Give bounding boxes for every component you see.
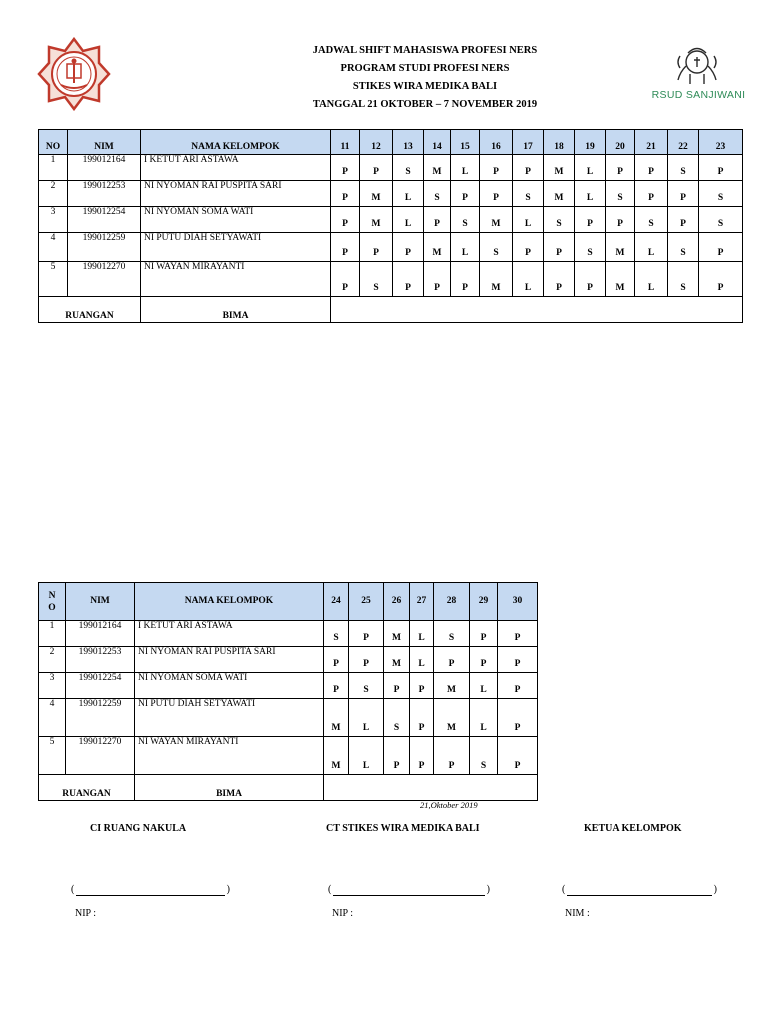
shift-cell: P bbox=[544, 262, 575, 297]
day-header: 29 bbox=[470, 583, 498, 621]
day-header: 20 bbox=[606, 130, 635, 155]
row-number: 5 bbox=[39, 262, 68, 297]
shift-cell: L bbox=[410, 621, 434, 647]
shift-cell: P bbox=[393, 262, 424, 297]
shift-cell: L bbox=[513, 207, 544, 233]
student-nim: 199012164 bbox=[66, 621, 135, 647]
student-nim: 199012254 bbox=[68, 207, 141, 233]
shift-cell: P bbox=[424, 262, 451, 297]
header-program: PROGRAM STUDI PROFESI NERS bbox=[340, 63, 510, 74]
shift-cell: P bbox=[349, 647, 384, 673]
student-nim: 199012270 bbox=[68, 262, 141, 297]
shift-cell: P bbox=[384, 737, 410, 775]
student-nim: 199012259 bbox=[68, 233, 141, 262]
shift-cell: P bbox=[331, 207, 360, 233]
shift-cell: L bbox=[635, 233, 668, 262]
shift-cell: P bbox=[331, 181, 360, 207]
shift-cell: S bbox=[324, 621, 349, 647]
student-name: NI PUTU DIAH SETYAWATI bbox=[135, 699, 324, 737]
row-number: 2 bbox=[39, 181, 68, 207]
table-row bbox=[39, 207, 743, 233]
table-row bbox=[39, 262, 743, 297]
rsud-logo-text: RSUD SANJIWANI bbox=[651, 89, 746, 101]
day-header: 14 bbox=[424, 130, 451, 155]
shift-cell: P bbox=[470, 621, 498, 647]
signature-title-ct: CT STIKES WIRA MEDIKA BALI bbox=[326, 823, 480, 834]
student-nim: 199012254 bbox=[66, 673, 135, 699]
shift-cell: P bbox=[410, 699, 434, 737]
signature-id-ketua: NIM : bbox=[565, 908, 590, 919]
row-number: 3 bbox=[39, 673, 66, 699]
stikes-logo bbox=[37, 37, 111, 111]
shift-cell: P bbox=[360, 155, 393, 181]
shift-cell: S bbox=[668, 262, 699, 297]
shift-cell: P bbox=[606, 207, 635, 233]
header-no: N O bbox=[39, 583, 66, 621]
underline bbox=[76, 895, 225, 896]
header-nama: NAMA KELOMPOK bbox=[135, 583, 324, 621]
header-no: NO bbox=[39, 130, 68, 155]
shift-cell: S bbox=[384, 699, 410, 737]
student-name: NI WAYAN MIRAYANTI bbox=[141, 262, 331, 297]
day-header: 16 bbox=[480, 130, 513, 155]
table-row bbox=[39, 647, 538, 673]
paren-close: ) bbox=[713, 884, 717, 895]
shift-cell: P bbox=[635, 181, 668, 207]
shift-cell: M bbox=[324, 699, 349, 737]
student-nim: 199012253 bbox=[66, 647, 135, 673]
table-row bbox=[39, 621, 538, 647]
ruangan-empty bbox=[324, 775, 538, 801]
shift-cell: P bbox=[393, 233, 424, 262]
row-number: 3 bbox=[39, 207, 68, 233]
day-header: 30 bbox=[498, 583, 538, 621]
shift-cell: M bbox=[324, 737, 349, 775]
shift-cell: P bbox=[513, 155, 544, 181]
shift-cell: P bbox=[324, 647, 349, 673]
shift-cell: M bbox=[360, 181, 393, 207]
shift-cell: M bbox=[424, 155, 451, 181]
shift-cell: L bbox=[393, 207, 424, 233]
signature-title-ketua: KETUA KELOMPOK bbox=[584, 823, 682, 834]
row-number: 1 bbox=[39, 621, 66, 647]
shift-cell: P bbox=[635, 155, 668, 181]
shift-cell: M bbox=[606, 233, 635, 262]
shift-cell: P bbox=[544, 233, 575, 262]
header-nim: NIM bbox=[68, 130, 141, 155]
paren-open: ( bbox=[71, 884, 75, 895]
shift-cell: L bbox=[451, 233, 480, 262]
shift-cell: M bbox=[360, 207, 393, 233]
shift-cell: P bbox=[699, 155, 743, 181]
shift-cell: P bbox=[324, 673, 349, 699]
student-name: NI PUTU DIAH SETYAWATI bbox=[141, 233, 331, 262]
shift-cell: M bbox=[424, 233, 451, 262]
shift-cell: S bbox=[668, 233, 699, 262]
shift-cell: P bbox=[470, 647, 498, 673]
table-row bbox=[39, 155, 743, 181]
day-header: 22 bbox=[668, 130, 699, 155]
document-header bbox=[240, 42, 610, 114]
signature-id-ci: NIP : bbox=[75, 908, 97, 919]
shift-cell: L bbox=[349, 737, 384, 775]
shift-cell: L bbox=[349, 699, 384, 737]
shift-cell: P bbox=[410, 673, 434, 699]
shift-cell: P bbox=[451, 262, 480, 297]
ruangan-label: RUANGAN bbox=[39, 775, 135, 801]
shift-cell: P bbox=[699, 262, 743, 297]
shift-cell: L bbox=[575, 181, 606, 207]
shift-cell: S bbox=[480, 233, 513, 262]
shift-cell: S bbox=[393, 155, 424, 181]
signature-id-ct: NIP : bbox=[332, 908, 354, 919]
header-date-range: TANGGAL 21 OKTOBER – 7 NOVEMBER 2019 bbox=[312, 99, 538, 110]
underline bbox=[567, 895, 712, 896]
shift-cell: M bbox=[384, 647, 410, 673]
student-nim: 199012259 bbox=[66, 699, 135, 737]
day-header: 18 bbox=[544, 130, 575, 155]
shift-cell: S bbox=[451, 207, 480, 233]
shift-cell: S bbox=[575, 233, 606, 262]
shift-cell: P bbox=[424, 207, 451, 233]
shift-cell: S bbox=[470, 737, 498, 775]
day-header: 26 bbox=[384, 583, 410, 621]
day-header: 21 bbox=[635, 130, 668, 155]
header-institution: STIKES WIRA MEDIKA BALI bbox=[352, 81, 498, 92]
shift-cell: L bbox=[451, 155, 480, 181]
ruangan-value: BIMA bbox=[141, 297, 331, 323]
shift-table-1 bbox=[38, 129, 743, 323]
shift-cell: S bbox=[699, 207, 743, 233]
row-number: 4 bbox=[39, 699, 66, 737]
shift-cell: S bbox=[349, 673, 384, 699]
student-name: NI NYOMAN RAI PUSPITA SARI bbox=[135, 647, 324, 673]
shift-cell: S bbox=[434, 621, 470, 647]
student-nim: 199012164 bbox=[68, 155, 141, 181]
shift-cell: L bbox=[635, 262, 668, 297]
day-header: 11 bbox=[331, 130, 360, 155]
student-name: I KETUT ARI ASTAWA bbox=[135, 621, 324, 647]
header-title: JADWAL SHIFT MAHASISWA PROFESI NERS bbox=[312, 45, 538, 56]
shift-cell: L bbox=[513, 262, 544, 297]
shift-cell: P bbox=[349, 621, 384, 647]
day-header: 27 bbox=[410, 583, 434, 621]
shift-cell: S bbox=[424, 181, 451, 207]
student-name: I KETUT ARI ASTAWA bbox=[141, 155, 331, 181]
shift-cell: P bbox=[331, 233, 360, 262]
shift-cell: S bbox=[635, 207, 668, 233]
day-header: 19 bbox=[575, 130, 606, 155]
student-nim: 199012253 bbox=[68, 181, 141, 207]
table-row bbox=[39, 181, 743, 207]
shift-cell: P bbox=[451, 181, 480, 207]
day-header: 28 bbox=[434, 583, 470, 621]
shift-cell: S bbox=[513, 181, 544, 207]
shift-cell: P bbox=[498, 621, 538, 647]
shift-cell: P bbox=[498, 647, 538, 673]
shift-cell: P bbox=[513, 233, 544, 262]
row-number: 1 bbox=[39, 155, 68, 181]
paren-close: ) bbox=[486, 884, 490, 895]
row-number: 2 bbox=[39, 647, 66, 673]
student-name: NI NYOMAN SOMA WATI bbox=[141, 207, 331, 233]
day-header: 25 bbox=[349, 583, 384, 621]
student-name: NI NYOMAN RAI PUSPITA SARI bbox=[141, 181, 331, 207]
shift-cell: P bbox=[668, 181, 699, 207]
table-row bbox=[39, 233, 743, 262]
shift-cell: P bbox=[498, 699, 538, 737]
table-row bbox=[39, 737, 538, 775]
student-nim: 199012270 bbox=[66, 737, 135, 775]
shift-cell: P bbox=[384, 673, 410, 699]
shift-cell: P bbox=[331, 155, 360, 181]
shift-cell: P bbox=[575, 207, 606, 233]
shift-cell: P bbox=[331, 262, 360, 297]
paren-open: ( bbox=[328, 884, 332, 895]
day-header: 24 bbox=[324, 583, 349, 621]
row-number: 4 bbox=[39, 233, 68, 262]
shift-cell: M bbox=[434, 673, 470, 699]
signature-title-ci: CI RUANG NAKULA bbox=[90, 823, 187, 834]
student-name: NI WAYAN MIRAYANTI bbox=[135, 737, 324, 775]
shift-cell: P bbox=[668, 207, 699, 233]
shift-cell: L bbox=[393, 181, 424, 207]
shift-cell: S bbox=[668, 155, 699, 181]
shift-cell: P bbox=[360, 233, 393, 262]
header-nama: NAMA KELOMPOK bbox=[141, 130, 331, 155]
shift-cell: M bbox=[544, 181, 575, 207]
ruangan-value: BIMA bbox=[135, 775, 324, 801]
signature-line-ct bbox=[328, 884, 490, 896]
shift-cell: M bbox=[606, 262, 635, 297]
shift-cell: P bbox=[480, 155, 513, 181]
shift-cell: M bbox=[434, 699, 470, 737]
table-row bbox=[39, 673, 538, 699]
row-number: 5 bbox=[39, 737, 66, 775]
shift-cell: S bbox=[699, 181, 743, 207]
shift-cell: P bbox=[410, 737, 434, 775]
ruangan-label: RUANGAN bbox=[39, 297, 141, 323]
paren-open: ( bbox=[562, 884, 566, 895]
shift-cell: P bbox=[434, 737, 470, 775]
student-name: NI NYOMAN SOMA WATI bbox=[135, 673, 324, 699]
day-header: 23 bbox=[699, 130, 743, 155]
ruangan-empty bbox=[331, 297, 743, 323]
shift-cell: P bbox=[434, 647, 470, 673]
shift-cell: L bbox=[410, 647, 434, 673]
day-header: 17 bbox=[513, 130, 544, 155]
header-nim: NIM bbox=[66, 583, 135, 621]
paren-close: ) bbox=[226, 884, 230, 895]
shift-cell: S bbox=[360, 262, 393, 297]
shift-cell: P bbox=[606, 155, 635, 181]
shift-cell: S bbox=[544, 207, 575, 233]
shift-cell: L bbox=[470, 673, 498, 699]
shift-cell: P bbox=[498, 737, 538, 775]
shift-cell: L bbox=[470, 699, 498, 737]
shift-cell: P bbox=[480, 181, 513, 207]
signature-date: 21,Oktober 2019 bbox=[420, 800, 478, 810]
shift-cell: M bbox=[384, 621, 410, 647]
shift-cell: M bbox=[544, 155, 575, 181]
shift-table-2 bbox=[38, 582, 538, 801]
shift-cell: P bbox=[498, 673, 538, 699]
shift-cell: M bbox=[480, 262, 513, 297]
shift-cell: S bbox=[606, 181, 635, 207]
table-row bbox=[39, 699, 538, 737]
shift-cell: P bbox=[575, 262, 606, 297]
day-header: 13 bbox=[393, 130, 424, 155]
signature-line-ci bbox=[71, 884, 230, 896]
shift-cell: L bbox=[575, 155, 606, 181]
day-header: 15 bbox=[451, 130, 480, 155]
underline bbox=[333, 895, 485, 896]
day-header: 12 bbox=[360, 130, 393, 155]
shift-cell: M bbox=[480, 207, 513, 233]
signature-line-ketua bbox=[562, 884, 717, 896]
shift-cell: P bbox=[699, 233, 743, 262]
